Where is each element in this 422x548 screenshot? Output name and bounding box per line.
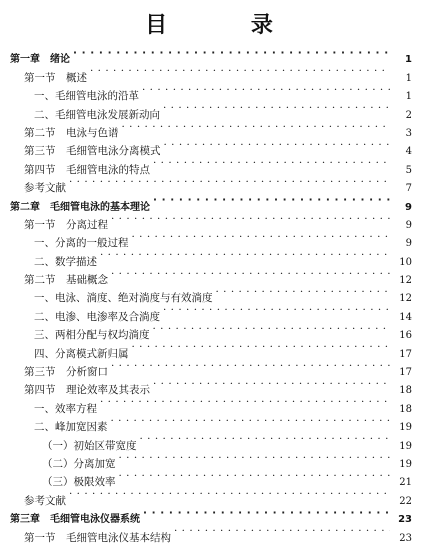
dot-leader [174,522,390,540]
toc-page-number: 5 [405,164,412,176]
toc-page-number: 22 [399,495,412,507]
toc-page-number: 1 [405,72,412,84]
toc-page-number: 10 [399,256,412,268]
dot-leader [100,393,390,411]
toc-entry[interactable] [0,485,422,507]
toc-page-number: 23 [399,532,412,544]
toc-entry-label: 第四节 毛细管电泳的特点 [24,163,150,176]
toc-page-number: 1 [405,54,412,66]
toc-entry-label: 一、电泳、淌度、绝对淌度与有效淌度 [34,292,213,305]
dot-leader [111,357,390,375]
toc-entry[interactable] [0,210,422,231]
dot-leader [153,375,390,393]
toc-page-number: 3 [405,127,412,139]
toc-page-number: 12 [399,275,412,287]
dot-leader [164,136,391,154]
toc-entry-label: 第四节 理论效率及其表示 [24,384,150,397]
dot-leader [111,412,391,430]
dot-leader [132,228,391,246]
dot-leader [73,44,390,62]
toc-chapter[interactable] [0,504,422,526]
toc-page-number: 17 [399,367,412,379]
toc-page-number: 21 [399,477,412,489]
toc-page-number: 4 [405,146,412,158]
table-of-contents [0,44,422,544]
dot-leader [69,173,390,191]
dot-leader [119,449,391,467]
dot-leader [216,283,391,301]
toc-entry-label: 参考文献 [24,494,66,507]
toc-entry[interactable] [0,99,422,121]
toc-page-number: 14 [399,311,412,323]
toc-entry[interactable] [0,81,422,103]
dot-leader [163,301,390,319]
toc-chapter[interactable] [0,44,422,66]
toc-page-number: 18 [399,385,412,397]
toc-entry[interactable] [0,136,422,158]
toc-entry-label: 一、毛细管电泳的沿革 [34,90,139,103]
toc-entry-label: 参考文献 [24,182,66,195]
toc-entry-label: 第三章 毛细管电泳仪器系统 [10,514,140,526]
toc-entry[interactable] [0,173,422,195]
toc-page-number: 1 [405,91,412,103]
toc-page-number: 16 [399,330,412,342]
dot-leader [153,320,391,338]
dot-leader [111,210,390,228]
toc-entry-label: 二、数学描述 [34,255,97,268]
dot-leader [153,154,390,172]
dot-leader [143,504,390,522]
toc-entry[interactable] [0,338,422,360]
toc-entry-label: 四、分离模式新归属 [34,347,129,360]
dot-leader [122,118,391,136]
dot-leader [119,467,391,485]
toc-entry[interactable] [0,320,422,342]
dot-leader [163,99,390,117]
dot-leader [132,338,391,356]
dot-leader [142,81,390,99]
page-title: 目 录 [145,13,311,38]
toc-entry[interactable] [0,246,422,268]
toc-entry[interactable] [0,412,422,434]
dot-leader [140,430,391,448]
toc-entry-label: 第一节 毛细管电泳仪基本结构 [24,531,171,544]
toc-page-number: 2 [405,109,412,121]
toc-entry[interactable] [0,467,422,489]
toc-page-number: 18 [399,403,412,415]
toc-page-number: 19 [399,440,412,452]
toc-entry[interactable] [0,449,422,470]
toc-entry-label: 第一节 分离过程 [24,218,108,231]
dot-leader [90,62,390,80]
toc-entry-label: 一、效率方程 [34,402,97,415]
toc-entry-label: （一）初始区带宽度 [42,439,137,452]
toc-entry-label: 第三节 毛细管电泳分离模式 [24,145,161,158]
toc-entry[interactable] [0,118,422,139]
toc-chapter[interactable] [0,191,422,213]
toc-entry[interactable] [0,228,422,250]
toc-entry-label: 二、电渗、电渗率及合淌度 [34,310,160,323]
toc-entry[interactable] [0,283,422,305]
toc-entry-label: （二）分离加宽 [42,457,116,470]
toc-page-number: 9 [405,238,412,250]
toc-entry-label: （三）极限效率 [42,476,116,489]
toc-page-number: 9 [405,219,412,231]
toc-entry-label: 第一章 绪论 [10,54,70,66]
toc-page-number: 12 [399,293,412,305]
toc-entry-label: 第二章 毛细管电泳的基本理论 [10,201,150,213]
toc-entry[interactable] [0,301,422,323]
toc-page-number: 19 [399,458,412,470]
dot-leader [153,191,390,209]
toc-entry[interactable] [0,430,422,452]
dot-leader [100,246,390,264]
toc-page-number: 7 [405,183,412,195]
toc-entry-label: 三、两相分配与权均淌度 [34,329,150,342]
toc-entry[interactable] [0,62,422,84]
toc-entry-label: 第二节 基础概念 [24,274,108,287]
toc-entry[interactable] [0,154,422,176]
toc-entry-label: 第三节 分析窗口 [24,366,108,379]
toc-page-number: 17 [399,348,412,360]
toc-entry-label: 第一节 概述 [24,71,87,84]
toc-entry-label: 第二节 电泳与色谱 [24,126,119,139]
toc-page-number: 19 [399,422,412,434]
dot-leader [69,485,390,503]
toc-entry[interactable] [0,265,422,287]
toc-entry-label: 二、峰加宽因素 [34,421,108,434]
toc-entry[interactable] [0,393,422,415]
dot-leader [111,265,390,283]
toc-entry-label: 二、毛细管电泳发展新动向 [34,108,160,121]
toc-entry[interactable] [0,375,422,397]
toc-entry-label: 一、分离的一般过程 [34,237,129,250]
toc-entry[interactable] [0,357,422,379]
toc-page-number: 23 [398,514,412,526]
toc-page-number: 9 [405,201,412,213]
toc-entry[interactable] [0,522,422,544]
